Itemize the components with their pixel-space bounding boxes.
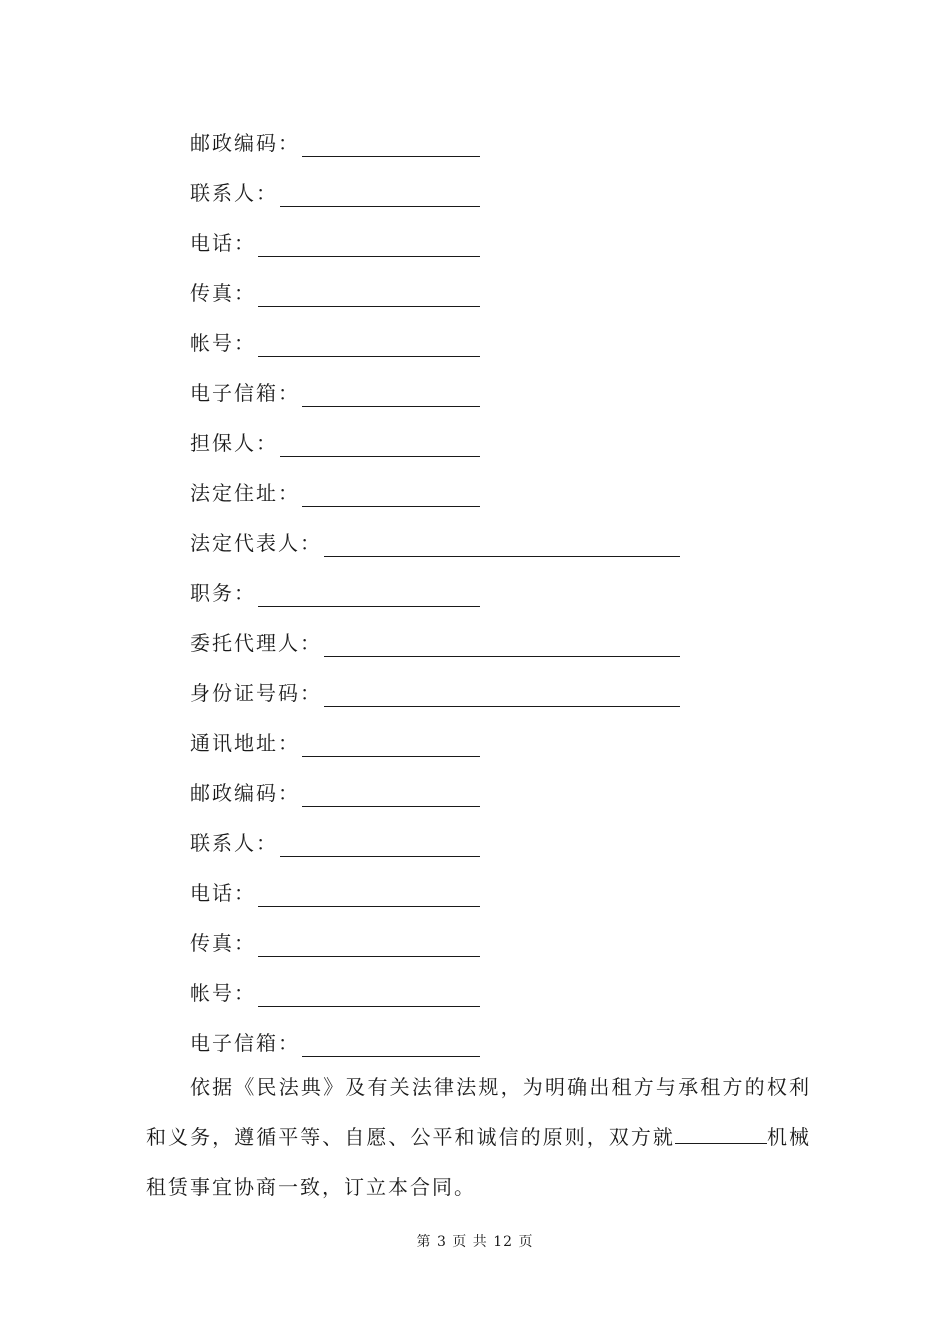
fill-in-blank [302, 1028, 480, 1057]
field-row [190, 412, 810, 462]
field-row [190, 212, 810, 262]
field-label: 联系人： [190, 181, 278, 205]
contact-fields [190, 112, 810, 1062]
field-label: 电子信箱： [190, 381, 300, 405]
field-label: 职务： [190, 581, 256, 605]
field-label: 帐号： [190, 981, 256, 1005]
field-row [190, 762, 810, 812]
fill-in-blank [258, 578, 480, 607]
field-row [190, 112, 810, 162]
field-row [190, 912, 810, 962]
field-row [190, 512, 810, 562]
preamble-text-start: 依据《民法典》及有关法律法规，为明确出租方与承租方的权利和义务，遵循平等、自愿、公平和诚信的原则，双方就 [146, 1075, 811, 1149]
field-label: 电话： [190, 881, 256, 905]
field-label: 通讯地址： [190, 731, 300, 755]
fill-in-blank [280, 178, 480, 207]
field-row [190, 312, 810, 362]
fill-in-blank [258, 328, 480, 357]
field-row [190, 862, 810, 912]
field-row [190, 262, 810, 312]
field-label: 委托代理人： [190, 631, 322, 655]
field-label: 帐号： [190, 331, 256, 355]
fill-in-blank [302, 478, 480, 507]
page-number: 第 3 页 共 12 页 [416, 1234, 534, 1250]
field-label: 邮政编码： [190, 131, 300, 155]
field-row [190, 462, 810, 512]
field-label: 电子信箱： [190, 1031, 300, 1055]
field-label: 身份证号码： [190, 681, 322, 705]
fill-in-blank [258, 978, 480, 1007]
fill-in-blank [302, 128, 480, 157]
field-label: 电话： [190, 231, 256, 255]
fill-in-blank [258, 878, 480, 907]
fill-in-blank [258, 278, 480, 307]
fill-in-blank [280, 828, 480, 857]
field-label: 法定代表人： [190, 531, 322, 555]
field-row [190, 162, 810, 212]
field-row [190, 362, 810, 412]
field-row [190, 562, 810, 612]
fill-in-blank [324, 628, 680, 657]
field-label: 联系人： [190, 831, 278, 855]
field-row [190, 812, 810, 862]
fill-in-blank [324, 678, 680, 707]
field-row [190, 612, 810, 662]
fill-in-blank [324, 528, 680, 557]
field-row [190, 1012, 810, 1062]
fill-in-blank [258, 928, 480, 957]
field-row [190, 662, 810, 712]
field-label: 传真： [190, 931, 256, 955]
fill-in-blank [302, 378, 480, 407]
fill-in-blank [302, 778, 480, 807]
field-row [190, 962, 810, 1012]
field-label: 传真： [190, 281, 256, 305]
fill-in-blank [675, 1121, 767, 1144]
field-row [190, 712, 810, 762]
field-label: 法定住址： [190, 481, 300, 505]
fill-in-blank [280, 428, 480, 457]
field-label: 邮政编码： [190, 781, 300, 805]
field-label: 担保人： [190, 431, 278, 455]
fill-in-blank [302, 728, 480, 757]
fill-in-blank [258, 228, 480, 257]
preamble-text-end: 机械租赁事宜协商一致，订立本合同。 [146, 1125, 812, 1199]
contract-preamble [146, 1062, 811, 1212]
